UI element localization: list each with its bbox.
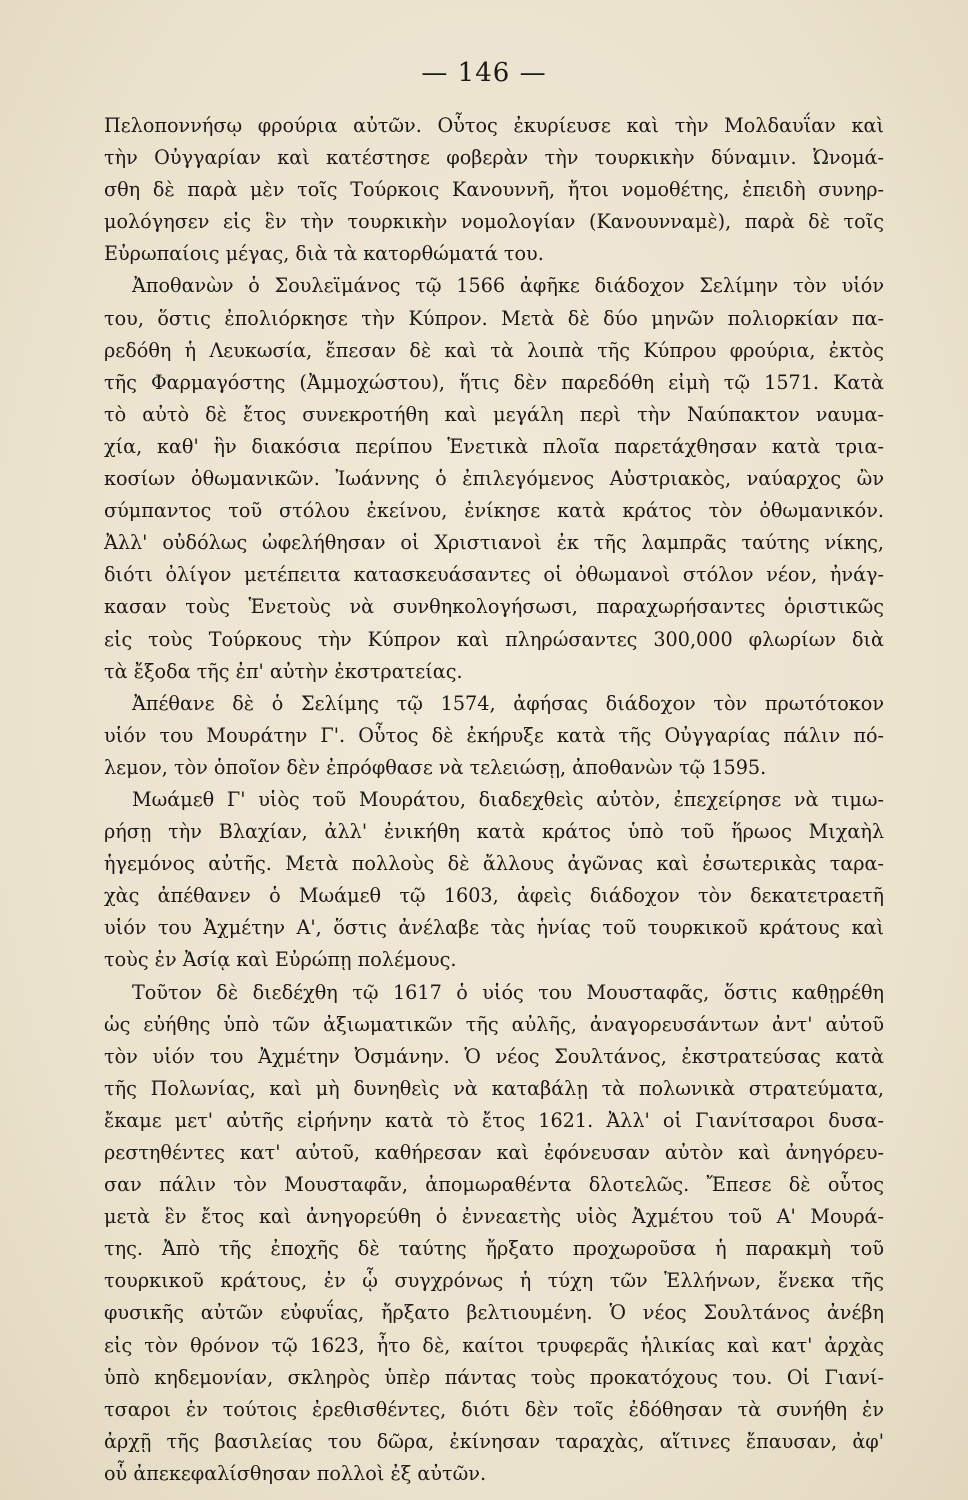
text-line: κασαν τοὺς Ἑνετοὺς νὰ συνθηκολογήσωσι, παραχωρήσαντες ὁριστικῶς [104, 595, 884, 619]
text-line: λεμον, τὸν ὁποῖον δὲν ἐπρόφθασε νὰ τελειώσῃ, ἀποθανὼν τῷ 1595. [104, 755, 767, 779]
text-line: φυσικῆς αὐτῶν εὐφυΐας, ἤρξατο βελτιουμένη. Ὁ νέος Σουλτάνος ἀνέβη [104, 1301, 884, 1325]
text-line: ρεστηθέντες κατ' αὐτοῦ, καθήρεσαν καὶ ἐφόνευσαν αὐτὸν καὶ ἀνηγόρευ- [104, 1141, 884, 1164]
text-line: ὑπὸ κηδεμονίαν, σκληρὸς ὑπὲρ πάντας τοὺς προκατόχους του. Οἱ Γιανί- [104, 1365, 884, 1389]
text-line: ἡγεμόνος αὐτῆς. Μετὰ πολλοὺς δὲ ἄλλους ἀγῶνας καὶ ἐσωτερικὰς ταρα- [104, 852, 884, 876]
text-line: Ἀποθανὼν ὁ Σουλεϊμάνος τῷ 1566 ἀφῆκε διάδοχον Σελίμην τὸν υἱόν [132, 274, 884, 298]
text-line: Ἀλλ' οὐδόλως ὠφελήθησαν οἱ Χριστιανοὶ ἐκ τῆς λαμπρᾶς ταύτης νίκης, [104, 531, 884, 555]
text-line: εἰς τοὺς Τούρκους τὴν Κύπρον καὶ πληρώσαντες 300,000 φλωρίων διὰ [104, 627, 884, 651]
text-line: μολόγησεν εἰς ἓν τὴν τουρκικὴν νομολογίαν (Κανουνναμὲ), παρὰ δὲ τοῖς [104, 210, 884, 234]
text-line: ρήσῃ τὴν Βλαχίαν, ἀλλ' ἐνικήθη κατὰ κράτος ὑπὸ τοῦ ἥρωος Μιχαὴλ [104, 820, 884, 844]
text-line: ὡς εὐήθης ὑπὸ τῶν ἀξιωματικῶν τῆς αὐλῆς, ἀναγορευσάντων ἀντ' αὐτοῦ [104, 1012, 884, 1036]
text-line: τὸν υἱόν του Ἀχμέτην Ὀσμάνην. Ὁ νέος Σουλτάνος, ἐκστρατεύσας κατὰ [104, 1044, 884, 1068]
text-line: Τοῦτον δὲ διεδέχθη τῷ 1617 ὁ υἱός του Μουσταφᾶς, ὅστις καθῃρέθη [132, 980, 884, 1004]
text-line: τσαροι ἐν τούτοις ἐρεθισθέντες, διότι δὲν τοῖς ἐδόθησαν τὰ συνήθη ἐν [104, 1397, 884, 1421]
text-line: Ἀπέθανε δὲ ὁ Σελίμης τῷ 1574, ἀφήσας διάδοχον τὸν πρωτότοκον [132, 691, 884, 715]
text-line: κοσίων ὀθωμανικῶν. Ἰωάννης ὁ ἐπιλεγόμενος Αὐστριακὸς, ναύαρχος ὢν [104, 467, 884, 491]
text-line: μετὰ ἓν ἔτος καὶ ἀνηγορεύθη ὁ ἐννεαετὴς υἱὸς Ἀχμέτου τοῦ Α' Μουρά- [104, 1205, 884, 1229]
text-line: Εὐρωπαίοις μέγας, διὰ τὰ κατορθώματά του. [104, 242, 544, 266]
text-line: ρεδόθη ἡ Λευκωσία, ἔπεσαν δὲ καὶ τὰ λοιπὰ τῆς Κύπρου φρούρια, ἐκτὸς [104, 338, 884, 362]
text-line: τῆς Πολωνίας, καὶ μὴ δυνηθεὶς νὰ καταβάλῃ τὰ πολωνικὰ στρατεύματα, [104, 1076, 884, 1100]
body-text [104, 110, 884, 1490]
page-number: — 146 — [421, 58, 547, 88]
text-line: οὗ ἀπεκεφαλίσθησαν πολλοὶ ἐξ αὐτῶν. [104, 1461, 487, 1485]
text-line: χία, καθ' ἣν διακόσια περίπου Ἑνετικὰ πλοῖα παρετάχθησαν κατὰ τρια- [104, 434, 884, 458]
text-line: εἰς τὸν θρόνον τῷ 1623, ἦτο δὲ, καίτοι τρυφερᾶς ἡλικίας καὶ κατ' ἀρχὰς [104, 1333, 884, 1357]
text-line: τουρκικοῦ κράτους, ἐν ᾧ συγχρόνως ἡ τύχη τῶν Ἑλλήνων, ἕνεκα τῆς [104, 1269, 884, 1293]
text-line: τὸ αὐτὸ δὲ ἔτος συνεκροτήθη καὶ μεγάλη περὶ τὴν Ναύπακτον ναυμα- [104, 402, 884, 426]
text-line: διότι ὀλίγον μετέπειτα κατασκευάσαντες οἱ ὀθωμανοὶ στόλον νέον, ἠνάγ- [104, 563, 884, 587]
text-line: χὰς ἀπέθανεν ὁ Μωάμεθ τῷ 1603, ἀφεὶς διάδοχον τὸν δεκατετραετῆ [104, 884, 884, 908]
text-line: Πελοποννήσῳ φρούρια αὐτῶν. Οὗτος ἐκυρίευσε καὶ τὴν Μολδαυΐαν καὶ [104, 114, 884, 137]
text-line: σθη δὲ παρὰ μὲν τοῖς Τούρκοις Κανουννῆ, ἤτοι νομοθέτης, ἐπειδὴ συνηρ- [104, 178, 884, 202]
text-line: Μωάμεθ Γ' υἱὸς τοῦ Μουράτου, διαδεχθεὶς αὐτὸν, ἐπεχείρησε νὰ τιμω- [132, 787, 884, 811]
text-line: υἱόν του Μουράτην Γ'. Οὗτος δὲ ἐκήρυξε κατὰ τῆς Οὐγγαρίας πάλιν πό- [104, 723, 884, 747]
text-line: τὴν Οὐγγαρίαν καὶ κατέστησε φοβερὰν τὴν τουρκικὴν δύναμιν. Ὠνομά- [104, 146, 884, 170]
text-line: υἱόν του Ἀχμέτην Α', ὅστις ἀνέλαβε τὰς ἡνίας τοῦ τουρκικοῦ κράτους καὶ [104, 916, 884, 940]
text-line: σύμπαντος τοῦ στόλου ἐκείνου, ἐνίκησε κατὰ κράτος τὸν ὀθωμανικόν. [104, 499, 884, 523]
text-line: σαν πάλιν τὸν Μουσταφᾶν, ἀπομωραθέντα δλοτελῶς. Ἔπεσε δὲ οὗτος [104, 1173, 884, 1197]
text-line: τοὺς ἐν Ἀσίᾳ καὶ Εὐρώπῃ πολέμους. [104, 948, 457, 972]
text-line: ἀρχῇ τῆς βασιλείας του δῶρα, ἐκίνησαν ταραχὰς, αἵτινες ἔπαυσαν, ἀφ' [104, 1429, 884, 1453]
text-line: ἔκαμε μετ' αὐτῆς εἰρήνην κατὰ τὸ ἔτος 1621. Ἀλλ' οἱ Γιανίτσαροι δυσα- [104, 1108, 884, 1132]
text-line: τῆς Φαρμαγόστης (Ἀμμοχώστου), ἥτις δὲν παρεδόθη εἰμὴ τῷ 1571. Κατὰ [104, 370, 884, 394]
text-line: της. Ἀπὸ τῆς ἐποχῆς δὲ ταύτης ἤρξατο προχωροῦσα ἡ παρακμὴ τοῦ [104, 1237, 884, 1261]
text-line: τὰ ἔξοδα τῆς ἐπ' αὐτὴν ἐκστρατείας. [104, 659, 463, 683]
text-line: του, ὅστις ἐπολιόρκησε τὴν Κύπρον. Μετὰ δὲ δύο μηνῶν πολιορκίαν πα- [104, 306, 884, 330]
